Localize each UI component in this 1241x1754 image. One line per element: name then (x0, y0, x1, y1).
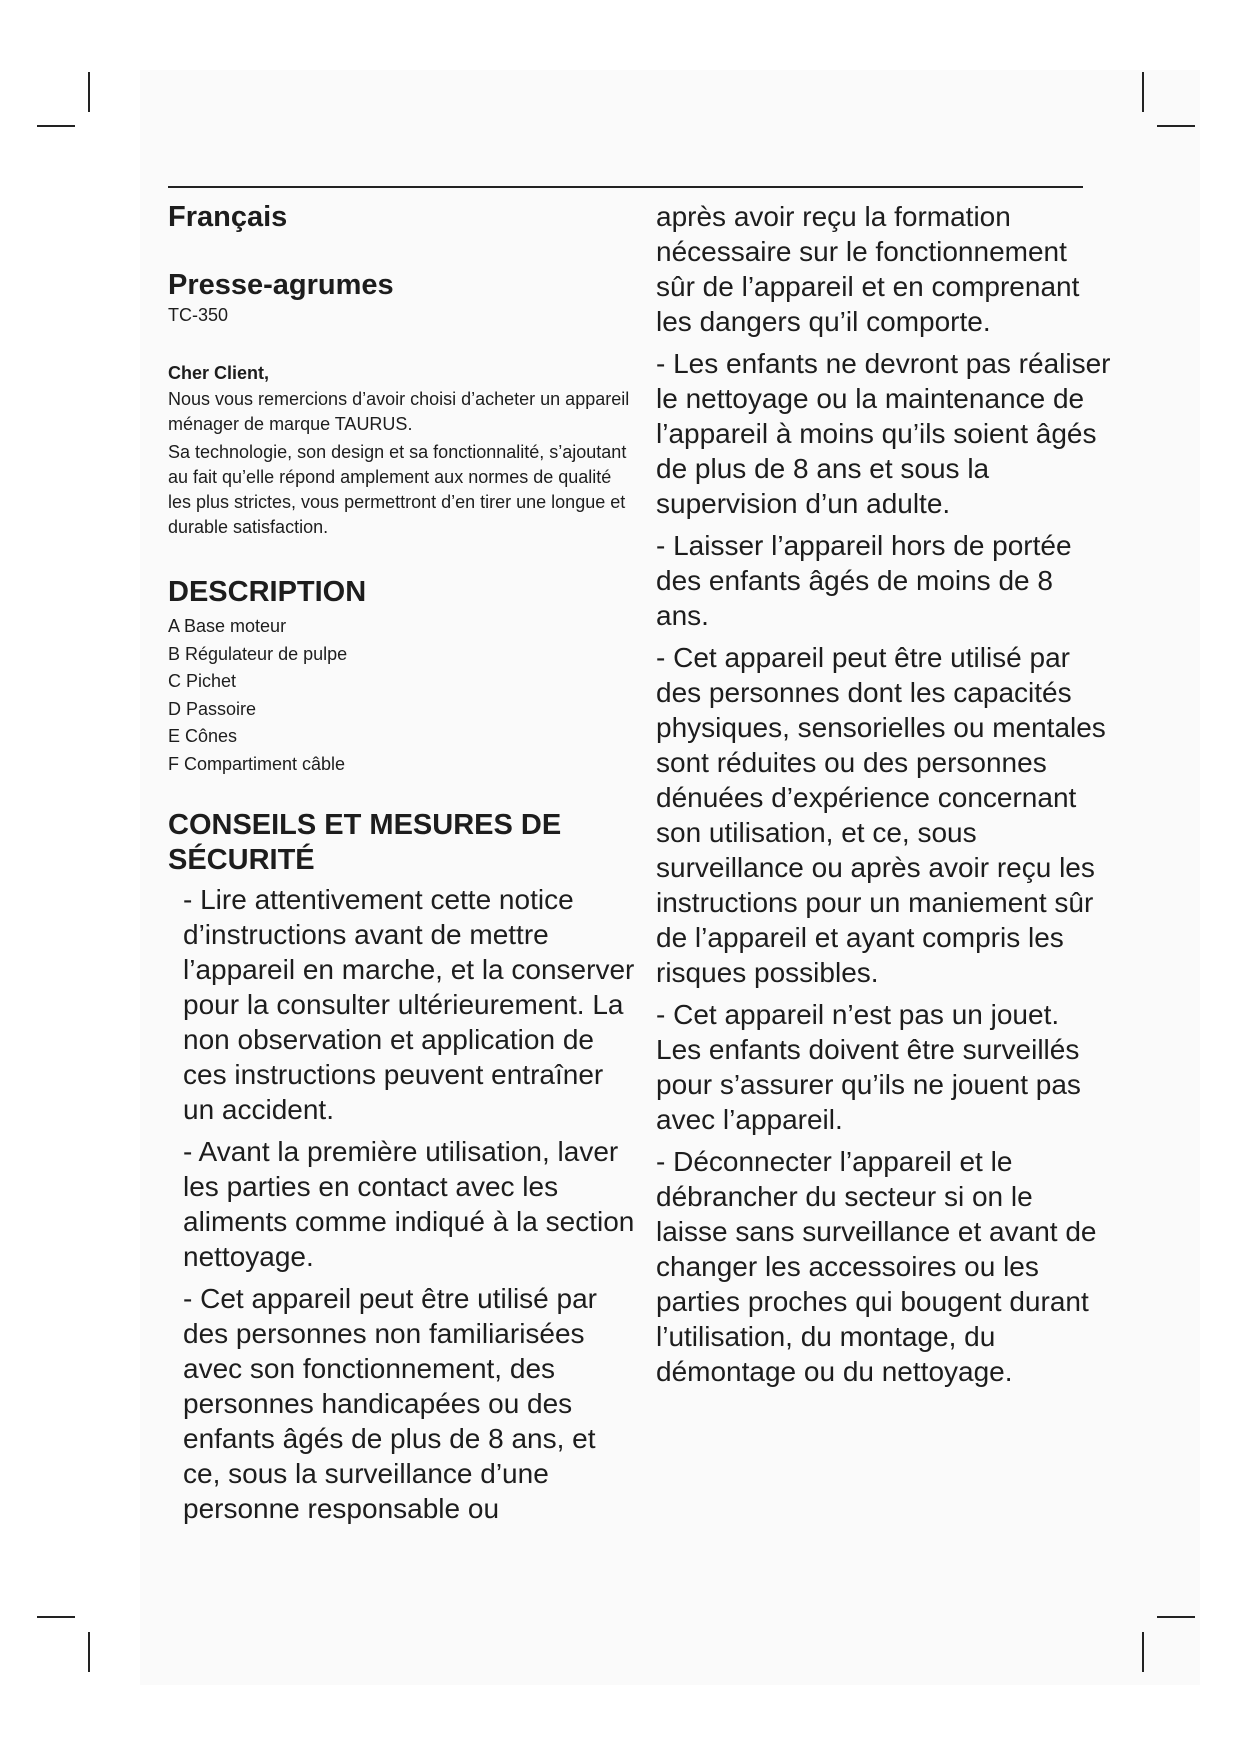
intro-paragraph: Nous vous remercions d’avoir choisi d’acheter un appareil ménager de marque TAURUS. (168, 389, 630, 434)
header-rule (168, 186, 1083, 188)
safety-left-text (168, 882, 638, 1526)
greeting: Cher Client, (168, 363, 270, 383)
safety-paragraph: - Cet appareil n’est pas un jouet. Les enfants doivent être surveillés pour s’assurer qu’ils ne jouent pas avec l’appareil. (656, 999, 1081, 1135)
part-item: A Base moteur (168, 616, 287, 636)
intro-paragraph: Sa technologie, son design et sa fonctionnalité, s’ajoutant au fait qu’elle répond amplement aux normes de qualité les plus strictes, vous permettront d’en tirer une longue et durable satisfaction. (168, 442, 627, 537)
left-column (168, 200, 638, 1526)
description-heading: DESCRIPTION (168, 576, 367, 608)
part-item: C Pichet (168, 671, 237, 692)
crop-mark-top-right-vertical (1142, 72, 1144, 112)
right-column (656, 199, 1111, 1389)
crop-mark-bottom-left-horizontal (37, 1616, 75, 1618)
safety-paragraph: - Déconnecter l’appareil et le débrancher du secteur si on le laisse sans surveillance et avant de changer les accessoires ou les parties proches qui bougent durant l’utilisation, du montage, du démontage ou du nettoyage. (656, 1146, 1097, 1387)
safety-paragraph: - Les enfants ne devront pas réaliser le nettoyage ou la maintenance de l’appareil à moins qu’ils soient âgés de plus de 8 ans et sous la supervision d’un adulte. (656, 348, 1111, 519)
safety-paragraph: - Cet appareil peut être utilisé par des personnes dont les capacités physiques, sensorielles ou mentales sont réduites ou des personnes dénuées d’expérience concernant son utilisation, et ce, sous surveillance ou après avoir reçu les instructions pour un maniement sûr de l’appareil et ayant compris les risques possibles. (656, 642, 1106, 988)
safety-paragraph: après avoir reçu la formation nécessaire sur le fonctionnement sûr de l’appareil et en comprenant les dangers qu’il comporte. (656, 201, 1080, 337)
language-heading: Français (168, 201, 288, 233)
model-number: TC-350 (168, 305, 229, 325)
safety-heading: CONSEILS ET MESURES DE SÉCURITÉ (168, 808, 562, 876)
product-name: Presse-agrumes (168, 269, 394, 301)
crop-mark-bottom-right-vertical (1142, 1632, 1144, 1672)
part-item: E Cônes (168, 726, 238, 747)
crop-mark-bottom-left-vertical (88, 1632, 90, 1672)
crop-mark-top-left-horizontal (37, 125, 75, 127)
parts-list (168, 613, 638, 779)
part-item: F Compartiment câble (168, 753, 346, 774)
part-item: D Passoire (168, 698, 257, 719)
crop-mark-top-right-horizontal (1157, 125, 1195, 127)
crop-mark-bottom-right-horizontal (1157, 1616, 1195, 1618)
safety-paragraph: - Avant la première utilisation, laver les parties en contact avec les aliments comme indiqué à la section nettoyage. (183, 1135, 635, 1272)
crop-mark-top-left-vertical (88, 72, 90, 112)
part-item: B Régulateur de pulpe (168, 643, 348, 664)
safety-paragraph: - Lire attentivement cette notice d’instructions avant de mettre l’appareil en marche, et la conserver pour la consulter ultérieurement. La non observation et application de ces instructions peuvent entraîner un accident. (183, 883, 635, 1125)
safety-paragraph: - Laisser l’appareil hors de portée des enfants âgés de moins de 8 ans. (656, 530, 1072, 631)
safety-paragraph: - Cet appareil peut être utilisé par des personnes non familiarisées avec son fonctionnement, des personnes handicapées ou des enfants âgés de plus de 8 ans, et ce, sous la surveillance d’une personne responsable ou (183, 1282, 597, 1524)
